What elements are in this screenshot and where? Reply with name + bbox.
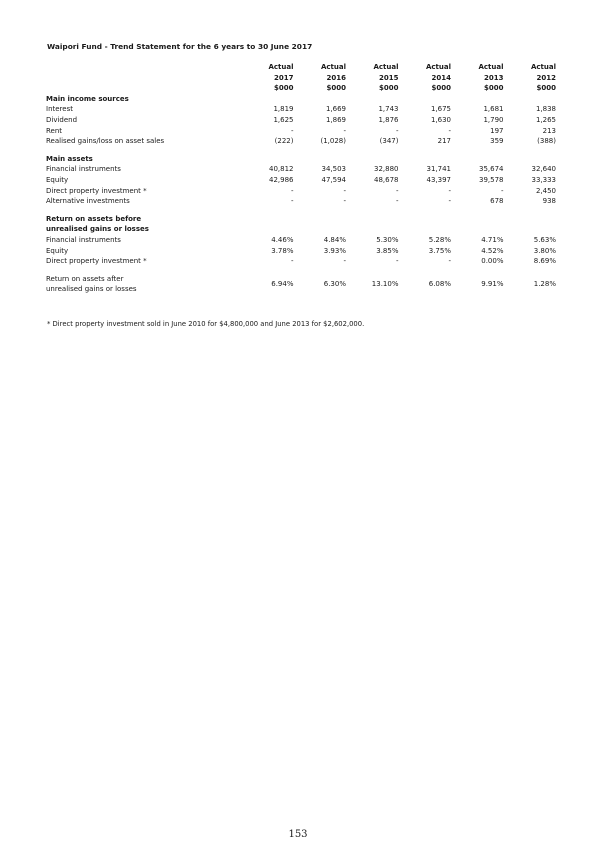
- table-cell: 1,743: [378, 105, 399, 114]
- table-cell: 1,819: [273, 105, 294, 114]
- table-cell: 48,678: [374, 175, 399, 184]
- column-year: 2015: [379, 73, 399, 82]
- table-cell: 197: [490, 126, 504, 135]
- footnote: * Direct property investment sold in June 2010 for $4,800,000 and June 2013 for $2,602,000.: [47, 320, 365, 328]
- column-year: 2013: [484, 73, 504, 82]
- table-cell: 1,675: [430, 105, 451, 114]
- table-cell: 359: [490, 137, 504, 146]
- column-header: Actual: [425, 63, 451, 71]
- row-label: Direct property investment *: [46, 186, 147, 195]
- column-unit: $000: [379, 84, 399, 93]
- table-row: [46, 175, 556, 186]
- table-row: [46, 246, 556, 257]
- header-blank: [46, 73, 241, 84]
- table-row: [46, 164, 556, 175]
- table-cell: 47,594: [321, 175, 346, 184]
- section-heading-income: [46, 94, 556, 105]
- section-heading: Main income sources: [46, 94, 129, 103]
- column-year: 2014: [431, 73, 451, 82]
- table-cell: 1,265: [535, 115, 556, 124]
- column-year: 2016: [326, 73, 346, 82]
- table-cell: 1,876: [378, 115, 399, 124]
- column-header: Actual: [320, 63, 346, 71]
- section-heading: unrealised gains or losses: [46, 225, 149, 234]
- table-cell: 4.84%: [323, 235, 346, 244]
- row-label: Interest: [46, 105, 73, 114]
- row-label: Financial instruments: [46, 165, 121, 174]
- column-unit: $000: [431, 84, 451, 93]
- table-cell: 32,640: [531, 165, 556, 174]
- table-cell: -: [343, 257, 346, 266]
- table-cell: 1,669: [325, 105, 346, 114]
- section-heading: Return on assets before: [46, 214, 142, 223]
- table-cell: 42,986: [269, 175, 294, 184]
- table-cell: -: [343, 186, 346, 195]
- column-year: 2017: [274, 73, 294, 82]
- column-year: 2012: [536, 73, 556, 82]
- table-cell: (347): [379, 137, 399, 146]
- table-cell: 938: [542, 197, 556, 206]
- table-cell: 9.91%: [481, 279, 504, 288]
- page-title: Waipori Fund - Trend Statement for the 6 years to 30 June 2017: [47, 42, 313, 51]
- table-row: [46, 196, 556, 207]
- table-cell: 32,880: [374, 165, 399, 174]
- table-cell: 6.30%: [323, 279, 346, 288]
- table-cell: 3.78%: [271, 246, 294, 255]
- table-cell: 5.30%: [376, 235, 399, 244]
- table-cell: 3.80%: [533, 246, 556, 255]
- table-cell: 4.52%: [481, 246, 504, 255]
- section-heading: Main assets: [46, 154, 93, 163]
- table-cell: 40,812: [269, 165, 294, 174]
- table-cell: -: [448, 197, 451, 206]
- table-cell: 3.93%: [323, 246, 346, 255]
- header-row-unit: [46, 83, 556, 94]
- table-cell: -: [395, 197, 399, 206]
- table-cell: (222): [274, 137, 294, 146]
- table-cell: 5.63%: [533, 235, 556, 244]
- column-header: Actual: [478, 63, 504, 71]
- row-label: Dividend: [46, 115, 78, 124]
- table-cell: 6.08%: [428, 279, 451, 288]
- row-label: Realised gains/loss on asset sales: [46, 137, 165, 146]
- table-row-after: [46, 274, 556, 295]
- column-header: Actual: [268, 63, 294, 71]
- table-cell: 678: [490, 197, 504, 206]
- table-cell: (1,028): [320, 137, 346, 146]
- table-cell: -: [448, 126, 451, 135]
- section-heading-after: [46, 274, 241, 295]
- table-cell: 1,630: [430, 115, 451, 124]
- column-unit: $000: [274, 84, 294, 93]
- spacer-row: [46, 207, 556, 214]
- spacer-row: [46, 267, 556, 274]
- table-cell: 43,397: [426, 175, 451, 184]
- header-blank: [46, 83, 241, 94]
- section-heading-assets: [46, 154, 556, 165]
- column-header: Actual: [373, 63, 399, 71]
- table-cell: -: [448, 257, 451, 266]
- table-cell: 3.85%: [376, 246, 399, 255]
- table-cell: -: [448, 186, 451, 195]
- table-cell: -: [343, 126, 346, 135]
- spacer-row: [46, 147, 556, 154]
- table-cell: 8.69%: [533, 257, 556, 266]
- table-cell: 4.46%: [271, 235, 294, 244]
- table-cell: -: [395, 186, 399, 195]
- header-blank: [46, 62, 241, 73]
- table-cell: 6.94%: [271, 279, 294, 288]
- table-cell: 0.00%: [481, 257, 504, 266]
- table-cell: 13.10%: [371, 279, 399, 288]
- row-label: Rent: [46, 126, 63, 135]
- table-cell: 34,503: [321, 165, 346, 174]
- table-cell: 1,681: [483, 105, 504, 114]
- section-heading: Return on assets after: [46, 274, 124, 283]
- column-header: Actual: [530, 63, 556, 71]
- table-cell: 1,838: [535, 105, 556, 114]
- column-unit: $000: [326, 84, 346, 93]
- table-row: [46, 126, 556, 137]
- table-row: [46, 104, 556, 115]
- column-unit: $000: [484, 84, 504, 93]
- row-label: Alternative investments: [46, 197, 130, 206]
- section-heading-before: [46, 214, 556, 225]
- table-cell: 35,674: [479, 165, 504, 174]
- table-cell: -: [290, 257, 294, 266]
- table-row: [46, 235, 556, 246]
- table-cell: -: [290, 197, 294, 206]
- row-label: Financial instruments: [46, 235, 121, 244]
- section-heading-before-line2: [46, 224, 556, 235]
- table-cell: 213: [542, 126, 556, 135]
- table-row: [46, 115, 556, 126]
- table-cell: -: [500, 186, 504, 195]
- table-cell: 2,450: [535, 186, 556, 195]
- table-row: [46, 256, 556, 267]
- table-cell: -: [290, 126, 294, 135]
- table-cell: 31,741: [426, 165, 451, 174]
- row-label: Equity: [46, 175, 69, 184]
- table-row: [46, 136, 556, 147]
- table-cell: -: [395, 257, 399, 266]
- table-cell: -: [343, 197, 346, 206]
- table-cell: -: [395, 126, 399, 135]
- table-row: [46, 186, 556, 197]
- table-cell: 1.28%: [533, 279, 556, 288]
- section-heading: unrealised gains or losses: [46, 285, 137, 294]
- table-cell: -: [290, 186, 294, 195]
- row-label: Equity: [46, 246, 69, 255]
- page-number: 153: [288, 829, 308, 840]
- table-cell: (388): [537, 137, 556, 146]
- column-unit: $000: [536, 84, 556, 93]
- header-row-actual: [46, 62, 556, 73]
- table-cell: 33,333: [531, 175, 556, 184]
- header-row-year: [46, 73, 556, 84]
- table-header: [46, 62, 556, 94]
- table-cell: 5.28%: [428, 235, 451, 244]
- table-cell: 3.75%: [428, 246, 451, 255]
- table-cell: 1,869: [325, 115, 346, 124]
- table-cell: 217: [437, 137, 451, 146]
- trend-statement-table: [46, 62, 556, 295]
- row-label: Direct property investment *: [46, 257, 147, 266]
- table-cell: 39,578: [479, 175, 504, 184]
- table-cell: 1,790: [483, 115, 504, 124]
- table-cell: 4.71%: [481, 235, 504, 244]
- table-cell: 1,625: [273, 115, 294, 124]
